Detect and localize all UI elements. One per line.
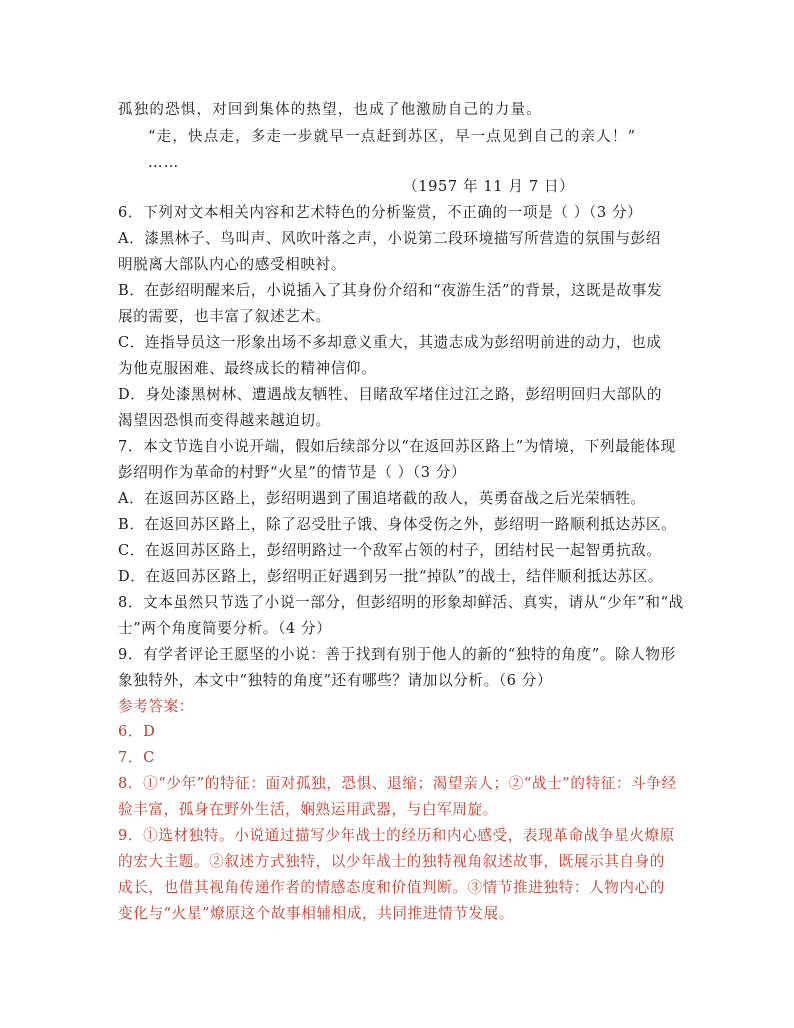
- answer-9-line-3: 成长，也借其视角传递作者的情感态度和价值判断。③情节推进独特：人物内心的: [118, 879, 665, 896]
- q6-option-c-line-1: C．连指导员这一形象出场不多却意义重大，其遗志成为彭绍明前进的动力，也成: [118, 334, 662, 351]
- answer-9-line-1: 9．①选材独特。小说通过描写少年战士的经历和内心感受，表现革命战争星火燎原: [118, 827, 675, 844]
- q6-option-a-line-1: A．漆黑林子、鸟叫声、风吹叶落之声，小说第二段环境描写所营造的氛围与彭绍: [118, 230, 661, 247]
- q8-line-2: 士”两个角度简要分析。（4 分）: [118, 620, 332, 637]
- q6-option-d-line-1: D．身处漆黑树林、遭遇战友牺牲、目睹敌军堵住过江之路，彭绍明回归大部队的: [118, 386, 663, 403]
- q7-option-d: D．在返回苏区路上，彭绍明正好遇到另一批“掉队”的战士，结伴顺利抵达苏区。: [118, 568, 664, 585]
- q9-line-1: 9．有学者评论王愿坚的小说：善于找到有别于他人的新的“独特的角度”。除人物形: [118, 646, 676, 663]
- q6-option-b-line-1: B．在彭绍明醒来后，小说插入了其身份介绍和“夜游生活”的背景，这既是故事发: [118, 282, 663, 299]
- q7-stem-line-1: 7．本文节选自小说开端，假如后续部分以“在返回苏区路上”为情境，下列最能体现: [118, 438, 676, 455]
- q9-line-2: 象独特外，本文中“独特的角度”还有哪些？请加以分析。（6 分）: [118, 672, 553, 689]
- answer-7: 7．C: [118, 749, 155, 766]
- passage-line-2: “走，快点走，多走一步就早一点赶到苏区，早一点见到自己的亲人！”: [148, 129, 637, 145]
- answer-9-line-4: 变化与“火星”燎原这个故事相辅相成，共同推进情节发展。: [118, 905, 514, 922]
- q6-option-c-line-2: 为他克服困难、最终成长的精神信仰。: [118, 360, 377, 377]
- answers-title: 参考答案：: [118, 698, 194, 715]
- q6-option-d-line-2: 渴望因恐惧而变得越来越迫切。: [118, 412, 331, 429]
- passage-ellipsis: ……: [148, 155, 180, 171]
- q7-option-a: A．在返回苏区路上，彭绍明遇到了围追堵截的敌人，英勇奋战之后光荣牺牲。: [118, 490, 646, 507]
- answer-8-line-2: 验丰富，孤身在野外生活，娴熟运用武器，与白军周旋。: [118, 801, 498, 818]
- answer-9-line-2: 的宏大主题。②叙述方式独特，以少年战士的独特视角叙述故事，既展示其自身的: [118, 853, 665, 870]
- q8-line-1: 8．文本虽然只节选了小说一部分，但彭绍明的形象却鲜活、真实，请从“少年”和“战: [118, 594, 684, 611]
- passage-line-1: 孤独的恐惧，对回到集体的热望，也成了他激励自己的力量。: [118, 102, 542, 118]
- q7-option-b: B．在返回苏区路上，除了忍受肚子饿、身体受伤之外，彭绍明一路顺利抵达苏区。: [118, 516, 677, 533]
- q6-option-b-line-2: 展的需要，也丰富了叙述艺术。: [118, 308, 331, 325]
- passage-date: （1957 年 11 月 7 日）: [403, 178, 575, 195]
- q7-option-c: C．在返回苏区路上，彭绍明路过一个敌军占领的村子，团结村民一起智勇抗敌。: [118, 542, 662, 559]
- q6-option-a-line-2: 明脱离大部队内心的感受相映衬。: [118, 256, 346, 273]
- answer-6: 6．D: [118, 723, 156, 740]
- q7-stem-line-2: 彭绍明作为革命的村野“火星”的情节是（ ）（3 分）: [118, 464, 467, 481]
- q6-stem: 6．下列对文本相关内容和艺术特色的分析鉴赏，不正确的一项是（ ）（3 分）: [118, 204, 643, 221]
- answer-8-line-1: 8．①“少年”的特征：面对孤独，恐惧、退缩；渴望亲人；②“战士”的特征：斗争经: [118, 775, 677, 792]
